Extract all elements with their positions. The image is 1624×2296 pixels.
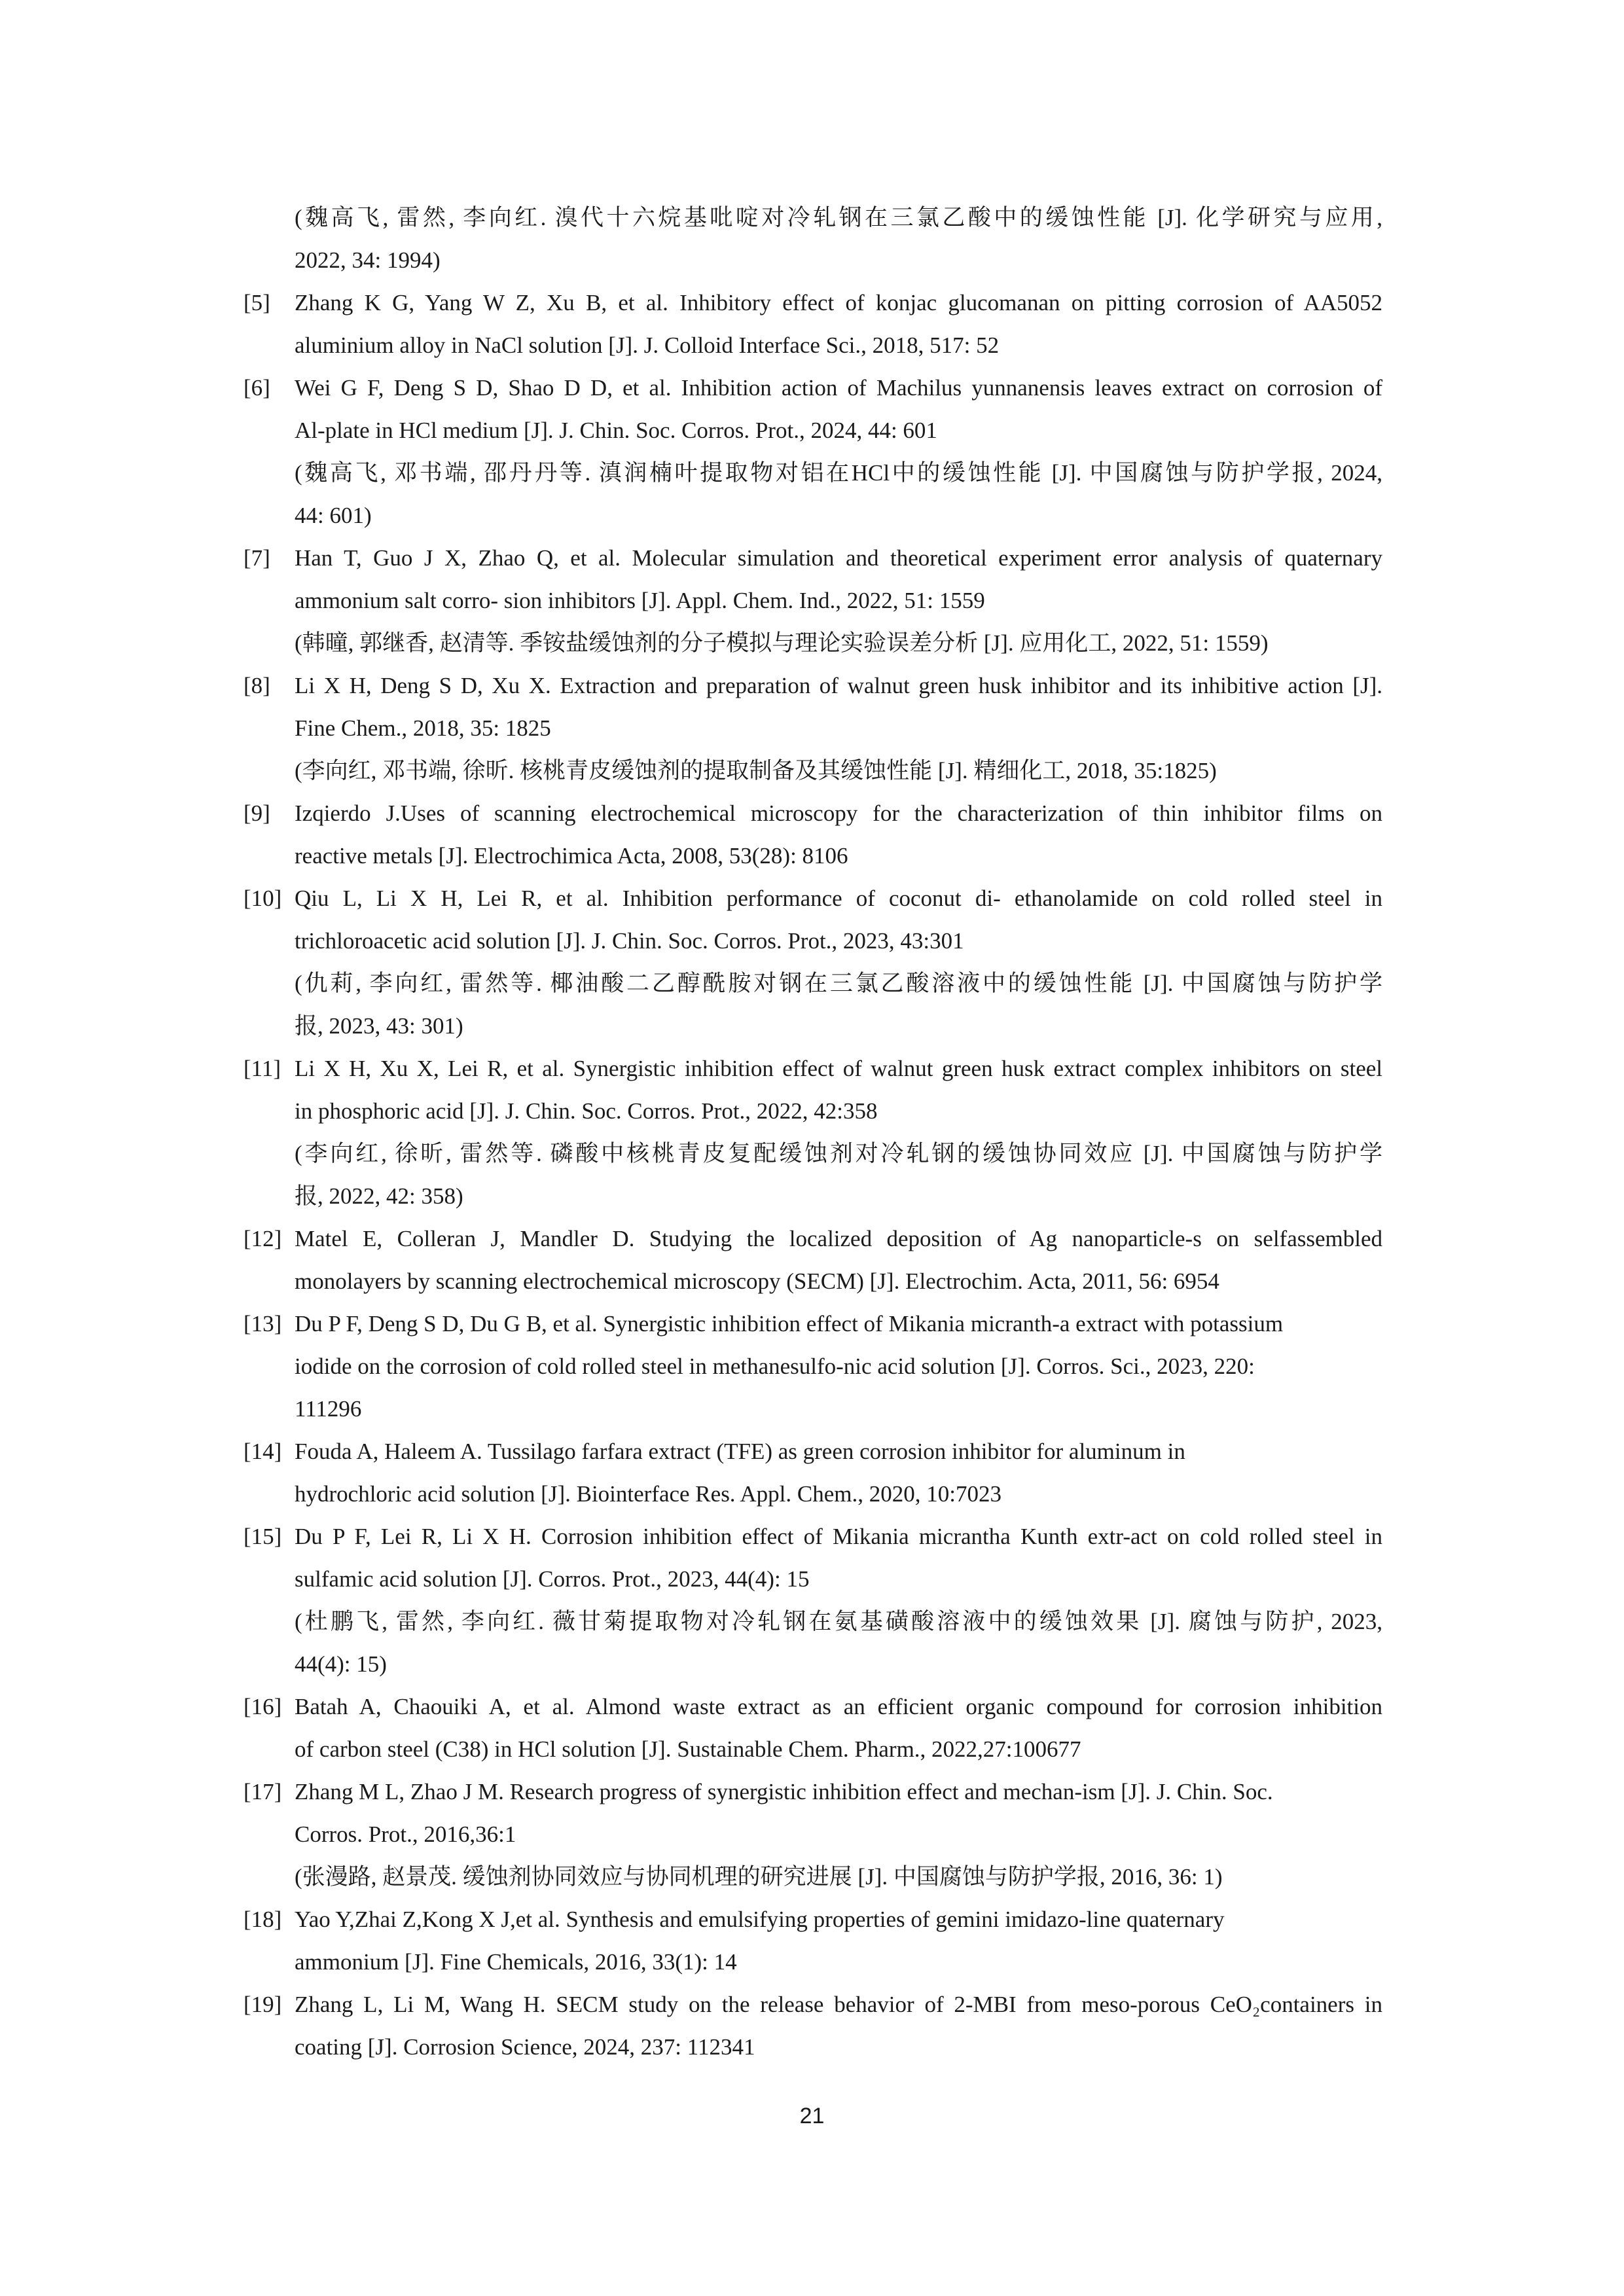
- reference-translation-line: 报, 2023, 43: 301): [295, 1013, 463, 1039]
- reference-line: ammonium salt corro- sion inhibitors [J]. Appl. Chem. Ind., 2022, 51: 1559: [295, 588, 985, 613]
- reference-translation-line: (张漫路, 赵景茂. 缓蚀剂协同效应与协同机理的研究进展 [J]. 中国腐蚀与防护学报, 2016, 36: 1): [295, 1864, 1223, 1890]
- reference-line: sulfamic acid solution [J]. Corros. Prot., 2023, 44(4): 15: [295, 1566, 810, 1592]
- reference-line: Han T, Guo J X, Zhao Q, et al. Molecular simulation and theoretical experiment error analysis of quaternary: [295, 545, 1382, 571]
- reference-line: reactive metals [J]. Electrochimica Acta, 2008, 53(28): 8106: [295, 843, 848, 869]
- reference-line: Zhang M L, Zhao J M. Research progress of synergistic inhibition effect and mechan-ism [J]. J. Chin. Soc.: [295, 1779, 1273, 1804]
- reference-line: Izqierdo J.Uses of scanning electrochemical microscopy for the characterization of thin inhibitor films on: [295, 800, 1382, 826]
- reference-line: 111296: [295, 1396, 362, 1422]
- reference-translation-line: (李向红, 邓书端, 徐昕. 核桃青皮缓蚀剂的提取制备及其缓蚀性能 [J]. 精细化工, 2018, 35:1825): [295, 758, 1217, 783]
- reference-number: [15]: [244, 1524, 282, 1549]
- reference-number: [10]: [244, 886, 282, 911]
- reference-item: [244, 281, 1382, 367]
- reference-item: [244, 1217, 1382, 1302]
- reference-line: iodide on the corrosion of cold rolled steel in methanesulfo-nic acid solution [J]. Corros. Sci., 2023, 220:: [295, 1354, 1255, 1379]
- reference-line: Du P F, Deng S D, Du G B, et al. Synergistic inhibition effect of Mikania micranth-a extract with potassium: [295, 1311, 1284, 1336]
- reference-number: [18]: [244, 1907, 282, 1932]
- reference-line: Wei G F, Deng S D, Shao D D, et al. Inhibition action of Machilus yunnanensis leaves extract on corrosion of: [295, 375, 1382, 401]
- reference-line: monolayers by scanning electrochemical microscopy (SECM) [J]. Electrochim. Acta, 2011, 56: 6954: [295, 1268, 1219, 1294]
- reference-line: trichloroacetic acid solution [J]. J. Chin. Soc. Corros. Prot., 2023, 43:301: [295, 928, 964, 954]
- reference-continuation: [244, 196, 1382, 281]
- reference-item: [244, 367, 1382, 537]
- reference-item: [244, 1983, 1382, 2068]
- reference-line: Fine Chem., 2018, 35: 1825: [295, 715, 551, 741]
- reference-item: [244, 664, 1382, 792]
- reference-translation-line: (杜鹏飞, 雷然, 李向红. 薇甘菊提取物对冷轧钢在氨基磺酸溶液中的缓蚀效果 [J]. 腐蚀与防护, 2023,: [295, 1609, 1382, 1634]
- reference-line: Qiu L, Li X H, Lei R, et al. Inhibition performance of coconut di- ethanolamide on cold rolled steel in: [295, 886, 1382, 911]
- reference-translation-line: 报, 2022, 42: 358): [295, 1183, 463, 1209]
- reference-line: Li X H, Xu X, Lei R, et al. Synergistic inhibition effect of walnut green husk extract complex inhibitors on steel: [295, 1056, 1382, 1081]
- reference-item: [244, 1685, 1382, 1770]
- reference-translation-line: 44: 601): [295, 503, 372, 528]
- reference-number: [11]: [244, 1056, 281, 1081]
- reference-translation-line: (韩曈, 郭继香, 赵清等. 季铵盐缓蚀剂的分子模拟与理论实验误差分析 [J]. 应用化工, 2022, 51: 1559): [295, 630, 1269, 656]
- reference-number: [6]: [244, 375, 270, 401]
- reference-item: [244, 1430, 1382, 1515]
- reference-number: [19]: [244, 1992, 282, 2017]
- reference-line: Zhang K G, Yang W Z, Xu B, et al. Inhibitory effect of konjac glucomanan on pitting corrosion of AA5052: [295, 290, 1382, 315]
- reference-item: [244, 792, 1382, 877]
- reference-list: [244, 196, 1382, 2068]
- reference-translation-line: (魏高飞, 邓书端, 邵丹丹等. 滇润楠叶提取物对铝在HCl中的缓蚀性能 [J]. 中国腐蚀与防护学报, 2024,: [295, 460, 1382, 486]
- reference-item: [244, 1770, 1382, 1898]
- reference-line: hydrochloric acid solution [J]. Biointerface Res. Appl. Chem., 2020, 10:7023: [295, 1481, 1001, 1507]
- reference-line: ammonium [J]. Fine Chemicals, 2016, 33(1): 14: [295, 1949, 737, 1975]
- reference-line: coating [J]. Corrosion Science, 2024, 237: 112341: [295, 2034, 755, 2060]
- reference-item: [244, 877, 1382, 1047]
- reference-number: [7]: [244, 545, 270, 571]
- reference-item: [244, 1898, 1382, 1983]
- reference-number: [5]: [244, 290, 270, 315]
- reference-number: [12]: [244, 1226, 282, 1251]
- reference-translation-line: 44(4): 15): [295, 1651, 387, 1677]
- page-number: 21: [799, 2104, 825, 2128]
- reference-translation-line: (魏高飞, 雷然, 李向红. 溴代十六烷基吡啶对冷轧钢在三氯乙酸中的缓蚀性能 [J]. 化学研究与应用,: [295, 205, 1382, 230]
- reference-item: [244, 1047, 1382, 1217]
- reference-number: [9]: [244, 800, 270, 826]
- reference-line: Yao Y,Zhai Z,Kong X J,et al. Synthesis and emulsifying properties of gemini imidazo-line quaternary: [295, 1907, 1225, 1932]
- reference-translation-line: 2022, 34: 1994): [295, 247, 441, 273]
- reference-line: Zhang L, Li M, Wang H. SECM study on the release behavior of 2-MBI from meso-porous CeO₂containers in: [295, 1992, 1382, 2017]
- reference-number: [16]: [244, 1694, 282, 1719]
- reference-line: Fouda A, Haleem A. Tussilago farfara extract (TFE) as green corrosion inhibitor for aluminum in: [295, 1439, 1185, 1464]
- reference-line: of carbon steel (C38) in HCl solution [J]. Sustainable Chem. Pharm., 2022,27:100677: [295, 1736, 1081, 1762]
- reference-number: [8]: [244, 673, 270, 698]
- reference-item: [244, 537, 1382, 664]
- reference-line: Al-plate in HCl medium [J]. J. Chin. Soc. Corros. Prot., 2024, 44: 601: [295, 418, 937, 443]
- reference-line: Matel E, Colleran J, Mandler D. Studying the localized deposition of Ag nanoparticle-s on selfassembled: [295, 1226, 1382, 1251]
- reference-line: Du P F, Lei R, Li X H. Corrosion inhibition effect of Mikania micrantha Kunth extr-act on cold rolled steel in: [295, 1524, 1382, 1549]
- reference-line: Batah A, Chaouiki A, et al. Almond waste extract as an efficient organic compound for corrosion inhibition: [295, 1694, 1382, 1719]
- reference-line: aluminium alloy in NaCl solution [J]. J. Colloid Interface Sci., 2018, 517: 52: [295, 332, 1000, 358]
- reference-number: [17]: [244, 1779, 282, 1804]
- reference-line: Corros. Prot., 2016,36:1: [295, 1821, 516, 1847]
- reference-translation-line: (李向红, 徐昕, 雷然等. 磷酸中核桃青皮复配缓蚀剂对冷轧钢的缓蚀协同效应 [J]. 中国腐蚀与防护学: [295, 1141, 1382, 1166]
- reference-line: in phosphoric acid [J]. J. Chin. Soc. Corros. Prot., 2022, 42:358: [295, 1098, 878, 1124]
- reference-line: Li X H, Deng S D, Xu X. Extraction and preparation of walnut green husk inhibitor and its inhibitive action [J].: [295, 673, 1382, 698]
- reference-item: [244, 1515, 1382, 1685]
- reference-translation-line: (仇莉, 李向红, 雷然等. 椰油酸二乙醇酰胺对钢在三氯乙酸溶液中的缓蚀性能 [J]. 中国腐蚀与防护学: [295, 971, 1382, 996]
- reference-item: [244, 1302, 1382, 1430]
- reference-number: [14]: [244, 1439, 282, 1464]
- reference-number: [13]: [244, 1311, 282, 1336]
